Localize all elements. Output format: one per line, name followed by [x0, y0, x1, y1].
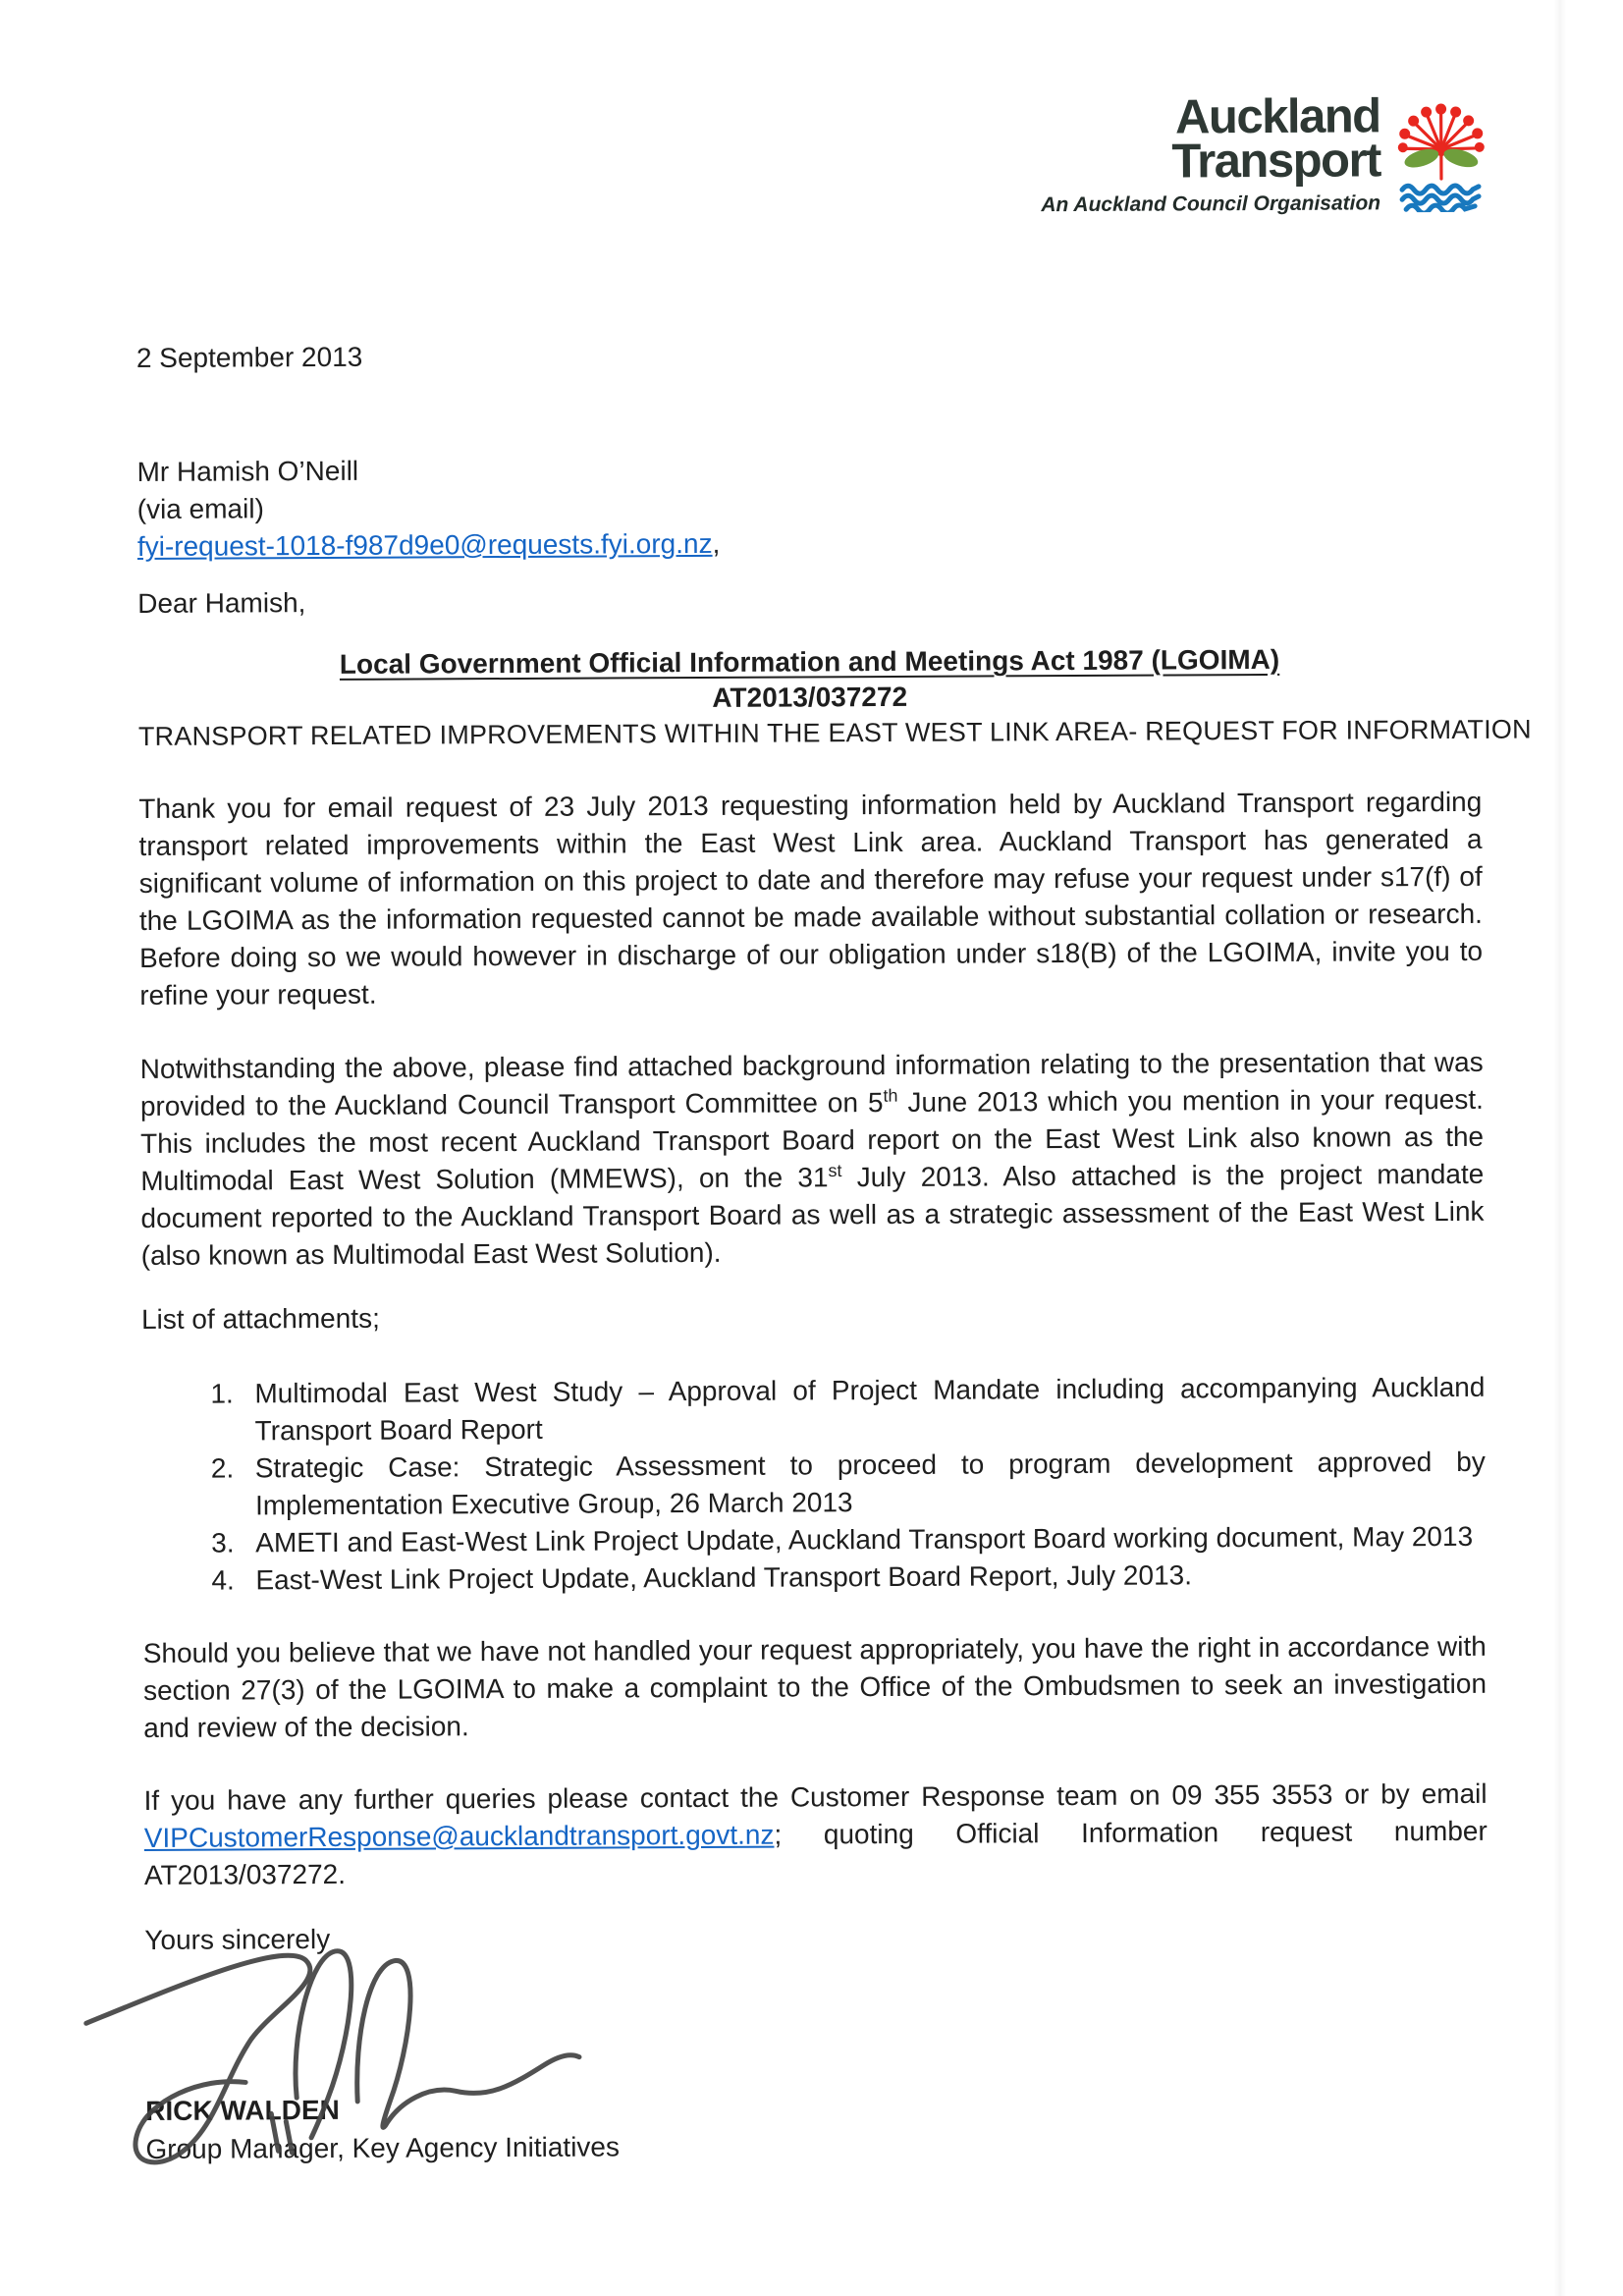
logo-tagline: An Auckland Council Organisation — [1041, 191, 1381, 217]
paragraph-background-a: Notwithstanding the above, please find attached background information relating to the presentation that was provided to the Auckland Council Transport Committee on 5 — [139, 1046, 1484, 1121]
paragraph-complaint: Should you believe that we have not handled your request appropriately, you have the right in accordance with section 27(3) of the LGOIMA to make a complaint to the Office of the Ombudsmen to seek an investigation and review of the decision. — [142, 1630, 1488, 1743]
closing-block — [144, 1915, 1488, 2169]
ordinal-st: st — [828, 1160, 842, 1180]
attachment-item-number: 2. — [210, 1452, 235, 1484]
recipient-block — [136, 447, 1481, 566]
paragraph-background-c: July 2013. Also attached is the project mandate document reported to the Auckland Transport Board as well as a strategic assessment of the East West Link (also known as Multimodal East West Solution). — [140, 1158, 1485, 1271]
logo-wordmark-line1: Auckland — [1174, 89, 1380, 144]
recipient-name: Mr Hamish O’Neill — [136, 455, 359, 487]
attachment-item-number: 1. — [210, 1378, 234, 1409]
pohutukawa-flower-icon — [1394, 96, 1489, 218]
subject-block — [137, 641, 1532, 754]
valediction: Yours sincerely — [144, 1923, 331, 1955]
salutation: Dear Hamish, — [137, 587, 306, 619]
attachment-item-2 — [142, 1444, 1486, 1525]
attachment-item-text: AMETI and East-West Link Project Update, Auckland Transport Board working document, May 2013 — [255, 1520, 1474, 1558]
paragraph-background — [140, 1044, 1485, 1275]
attachment-item-number: 4. — [211, 1564, 235, 1596]
paragraph-queries-after: ; quoting Official Information request number AT2013/037272. — [143, 1815, 1488, 1890]
attachment-item-1 — [141, 1369, 1485, 1450]
logo-wordmark — [1041, 89, 1381, 217]
attachment-item-text: East-West Link Project Update, Auckland Transport Board Report, July 2013. — [255, 1559, 1193, 1596]
attachment-item-4 — [142, 1556, 1486, 1600]
subject-title-line: TRANSPORT RELATED IMPROVEMENTS WITHIN THE EAST WEST LINK AREA- REQUEST FOR INFORMATION — [137, 714, 1532, 751]
paragraph-intro: Thank you for email request of 23 July 2013 requesting information held by Auckland Transport regarding transport related improvements within the East West Link area. Auckland Transport has generated a significant volume of information on this project to date and therefore may refuse your request under s17(f) of the LGOIMA as the information requested cannot be made available without substantial collation or research. Before doing so we would however in discharge of our obligation under s18(B) of the LGOIMA, invite you to refine your request. — [138, 786, 1484, 1011]
attachments-list — [141, 1369, 1486, 1600]
letter-content — [135, 0, 1532, 2169]
date-line: 2 September 2013 — [135, 341, 363, 373]
paragraph-background-b: June 2013 which you mention in your request. This includes the most recent Auckland Transport Board report on the East West Link also known as the Multimodal East West Solution (MMEWS), on the 31 — [140, 1083, 1485, 1196]
recipient-email-line — [137, 521, 1481, 566]
attachment-item-text: Strategic Case: Strategic Assessment to proceed to program development approved by Implementation Executive Group, 26 March 2013 — [254, 1446, 1486, 1521]
attachments-heading: List of attachments; — [140, 1302, 380, 1335]
recipient-email-suffix: , — [712, 527, 721, 559]
paragraph-queries-before: If you have any further queries please contact the Customer Response team on 09 355 3553 or by email — [143, 1777, 1488, 1816]
attachment-item-number: 3. — [211, 1527, 235, 1558]
recipient-email-link[interactable]: fyi-request-1018-f987d9e0@requests.fyi.org.nz — [136, 527, 713, 562]
scan-artifact — [1554, 0, 1566, 2296]
ordinal-th: th — [883, 1085, 898, 1106]
letterhead-logo — [135, 89, 1489, 224]
signatory-title: Group Manager, Key Agency Initiatives — [145, 2131, 621, 2164]
attachment-item-text: Multimodal East West Study – Approval of Project Mandate including accompanying Auckland Transport Board Report — [254, 1371, 1486, 1447]
paragraph-queries — [144, 1776, 1488, 1894]
subject-reference-line: AT2013/037272 — [712, 681, 908, 713]
subject-act-line: Local Government Official Information and Meetings Act 1987 (LGOIMA) — [339, 643, 1280, 680]
customer-response-email-link[interactable]: VIPCustomerResponse@aucklandtransport.govt.nz — [143, 1819, 775, 1853]
recipient-via: (via email) — [136, 493, 264, 524]
logo-wordmark-line2: Transport — [1171, 134, 1381, 189]
signatory-name: RICK WALDEN — [145, 2094, 340, 2126]
